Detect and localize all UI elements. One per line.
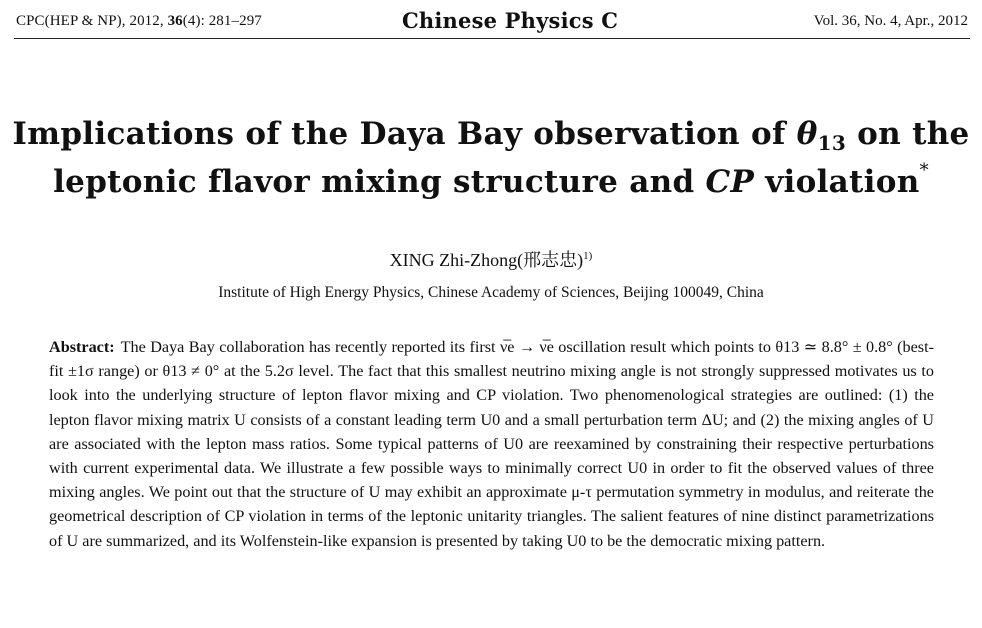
author — [0, 246, 982, 272]
issue-info: Vol. 36, No. 4, Apr., 2012 — [813, 13, 968, 29]
affiliation: Institute of High Energy Physics, Chinese Academy of Sciences, Beijing 100049, China — [218, 284, 764, 301]
header-rule — [14, 38, 970, 39]
author-footnote: 1) — [583, 250, 593, 262]
running-header — [14, 8, 970, 38]
title-line-2: leptonic flavor mixing structure and CP violation* — [53, 160, 929, 200]
journal-name: Chinese Physics C — [402, 8, 619, 33]
paper-title — [0, 110, 982, 206]
volume-number: 36 — [167, 13, 183, 29]
abstract-label: Abstract: — [49, 338, 115, 356]
abstract-text: The Daya Bay collaboration has recently reported its first ν̅e → ν̅e oscillation result which points to θ13 ≃ 8.8° ± 0.8° (best-fit ±1σ range) or θ13 ≠ 0° at the 5.2σ level. The fact that this smallest neutrino mixing angle is not strongly suppressed motivates us to look into the underlying structure of lepton flavor mixing and CP violation. Two phenomenological strategies are outlined: (1) the lepton flavor mixing matrix U consists of a constant leading term U0 and a small perturbation term ΔU; and (2) the mixing angles of U are associated with the lepton mass ratios. Some typical patterns of U0 are reexamined by constraining their respective perturbations with current experimental data. We illustrate a few possible ways to minimally correct U0 in order to fit the observed values of three mixing angles. We point out that the structure of U may exhibit an approximate μ-τ permutation symmetry in modulus, and reiterate the geometrical description of CP violation in terms of the leptonic unitarity triangles. The salient features of nine distinct parametrizations of U are summarized, and its Wolfenstein-like expansion is presented by taking U0 to be the democratic mixing pattern. — [49, 338, 934, 550]
title-footnote-mark: * — [919, 160, 929, 181]
journal-reference: CPC(HEP & NP), 2012, 36(4): 281–297 — [16, 13, 262, 29]
author-name: XING Zhi-Zhong(邢志忠) — [389, 250, 584, 270]
title-line-1: Implications of the Daya Bay observation of $\theta_{13}$ on the — [12, 116, 970, 155]
abstract — [49, 335, 934, 553]
